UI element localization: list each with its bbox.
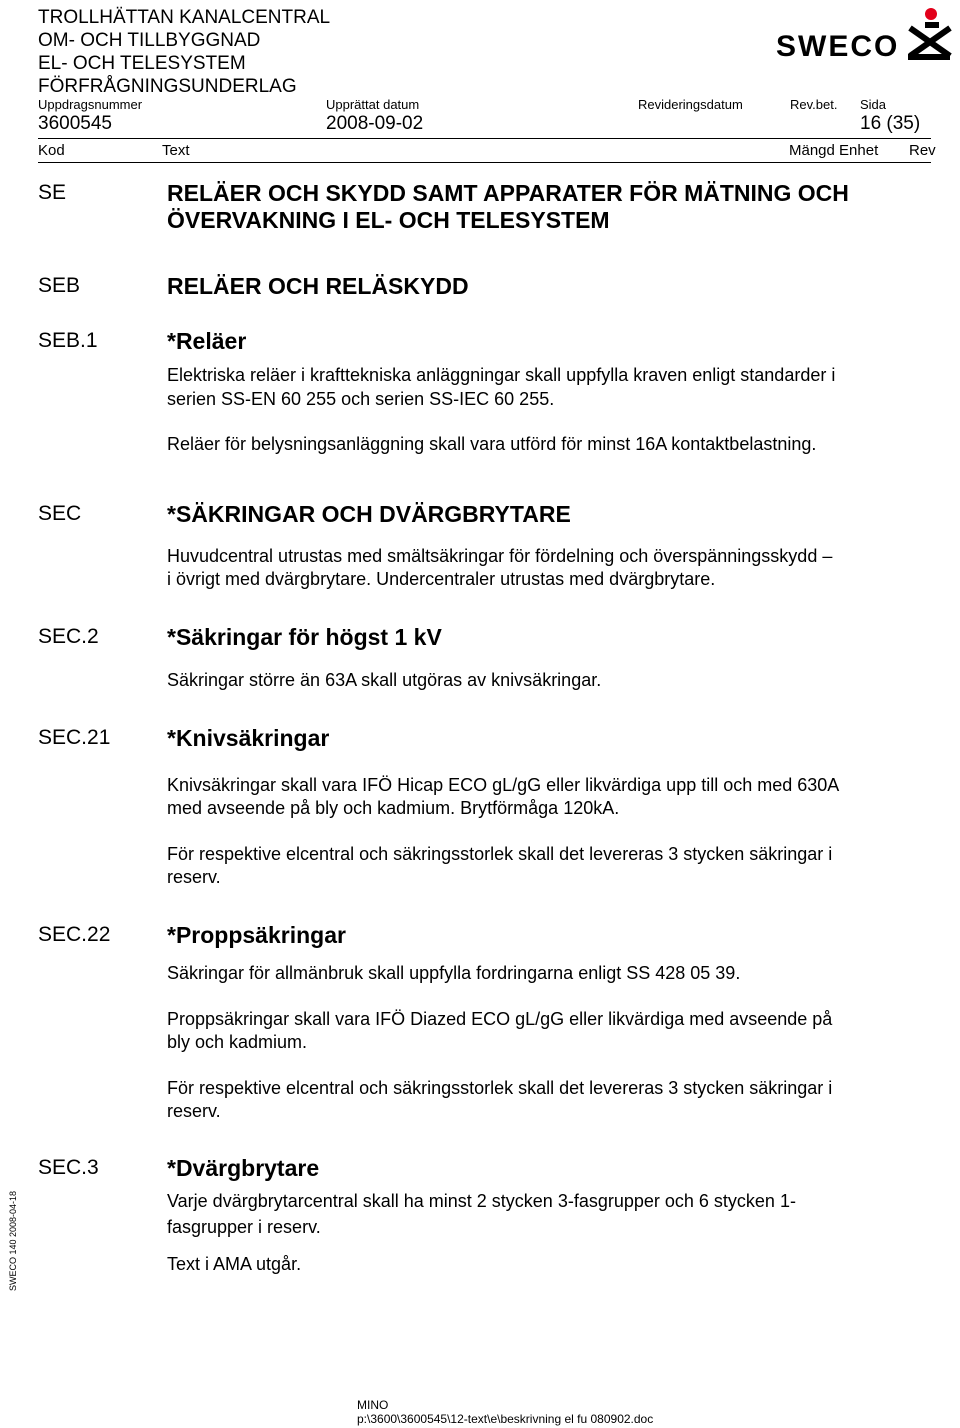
sec3-paragraph-2: Text i AMA utgår.	[167, 1254, 302, 1274]
document-title-line-4: FÖRFRÅGNINGSUNDERLAG	[38, 76, 297, 97]
section-code-seb1: SEB.1	[38, 329, 98, 352]
section-code-sec21: SEC.21	[38, 726, 111, 749]
section-heading-sec2: *Säkringar för högst 1 kV	[167, 624, 442, 650]
section-code-sec: SEC	[38, 502, 82, 525]
assignment-number: 3600545	[38, 113, 112, 134]
section-code-sec3: SEC.3	[38, 1156, 99, 1179]
sec21-paragraph-2-line-2: reserv.	[167, 867, 221, 887]
created-date-label: Upprättat datum	[326, 97, 420, 112]
header-divider-bottom	[38, 162, 931, 163]
document-title-line-1: TROLLHÄTTAN KANALCENTRAL	[38, 7, 331, 28]
header-divider-top	[38, 138, 931, 139]
sec-paragraph-1-line-2: i övrigt med dvärgbrytare. Undercentraler utrustas med dvärgbrytare.	[167, 569, 716, 589]
sec3-paragraph-1-line-2: fasgrupper i reserv.	[167, 1217, 321, 1237]
assignment-number-label: Uppdragsnummer	[38, 97, 143, 112]
footer-author: MINO	[357, 1398, 389, 1412]
sec21-paragraph-1-line-1: Knivsäkringar skall vara IFÖ Hicap ECO gL/gG eller likvärdiga upp till och med 630A	[167, 775, 840, 795]
sweco-logo	[776, 6, 956, 66]
sweco-emblem-icon	[904, 6, 954, 62]
sec3-paragraph-1-line-1: Varje dvärgbrytarcentral skall ha minst 2 stycken 3-fasgrupper och 6 stycken 1-	[167, 1191, 796, 1211]
seb1-paragraph-1-line-2: serien SS-EN 60 255 och serien SS-IEC 60 255.	[167, 389, 555, 409]
logo-text: SWECO	[776, 30, 900, 63]
sec2-paragraph-1: Säkringar större än 63A skall utgöras av knivsäkringar.	[167, 670, 602, 690]
page-number: 16 (35)	[860, 113, 921, 134]
document-title-line-2: OM- OCH TILLBYGGNAD	[38, 30, 261, 51]
section-code-seb: SEB	[38, 274, 81, 297]
section-heading-sec3: *Dvärgbrytare	[167, 1155, 320, 1181]
column-rev-header: Rev	[909, 142, 936, 159]
section-heading-se-line-2: ÖVERVAKNING I EL- OCH TELESYSTEM	[167, 207, 610, 233]
section-heading-seb1: *Reläer	[167, 328, 247, 354]
document-title-line-3: EL- OCH TELESYSTEM	[38, 53, 246, 74]
section-code-sec2: SEC.2	[38, 625, 99, 648]
created-date: 2008-09-02	[326, 113, 424, 134]
section-heading-seb: RELÄER OCH RELÄSKYDD	[167, 273, 469, 299]
sec-paragraph-1-line-1: Huvudcentral utrustas med smältsäkringar för fördelning och överspänningsskydd –	[167, 546, 833, 566]
sec22-paragraph-3-line-2: reserv.	[167, 1101, 221, 1121]
section-heading-se-line-1: RELÄER OCH SKYDD SAMT APPARATER FÖR MÄTNING OCH	[167, 180, 849, 206]
page-label: Sida	[860, 97, 887, 112]
seb1-paragraph-1-line-1: Elektriska reläer i krafttekniska anläggningar skall uppfylla kraven enligt standarder i	[167, 365, 836, 385]
sec22-paragraph-3-line-1: För respektive elcentral och säkringsstorlek skall det levereras 3 stycken säkringar i	[167, 1078, 833, 1098]
section-heading-sec: *SÄKRINGAR OCH DVÄRGBRYTARE	[167, 501, 571, 527]
sec22-paragraph-2-line-1: Proppsäkringar skall vara IFÖ Diazed ECO gL/gG eller likvärdiga med avseende på	[167, 1009, 833, 1029]
section-code-se: SE	[38, 181, 67, 204]
section-heading-sec21: *Knivsäkringar	[167, 725, 330, 751]
column-code-header: Kod	[38, 142, 65, 159]
sec21-paragraph-1-line-2: med avseende på bly och kadmium. Brytförmåga 120kA.	[167, 798, 620, 818]
seb1-paragraph-2: Reläer för belysningsanläggning skall vara utförd för minst 16A kontaktbelastning.	[167, 434, 817, 454]
sec21-paragraph-2-line-1: För respektive elcentral och säkringsstorlek skall det levereras 3 stycken säkringar i	[167, 844, 833, 864]
revised-by-label: Rev.bet.	[790, 97, 838, 112]
revision-date-label: Revideringsdatum	[638, 97, 743, 112]
footer-file-path: p:\3600\3600545\12-text\e\beskrivning el fu 080902.doc	[357, 1412, 654, 1426]
side-form-number: SWECO 140 2008-04-18	[8, 1190, 18, 1292]
sec22-paragraph-1: Säkringar för allmänbruk skall uppfylla fordringarna enligt SS 428 05 39.	[167, 963, 741, 983]
column-text-header: Text	[162, 142, 190, 159]
column-quantity-header: Mängd Enhet	[789, 142, 879, 159]
section-heading-sec22: *Proppsäkringar	[167, 922, 346, 948]
section-code-sec22: SEC.22	[38, 923, 111, 946]
sec22-paragraph-2-line-2: bly och kadmium.	[167, 1032, 308, 1052]
